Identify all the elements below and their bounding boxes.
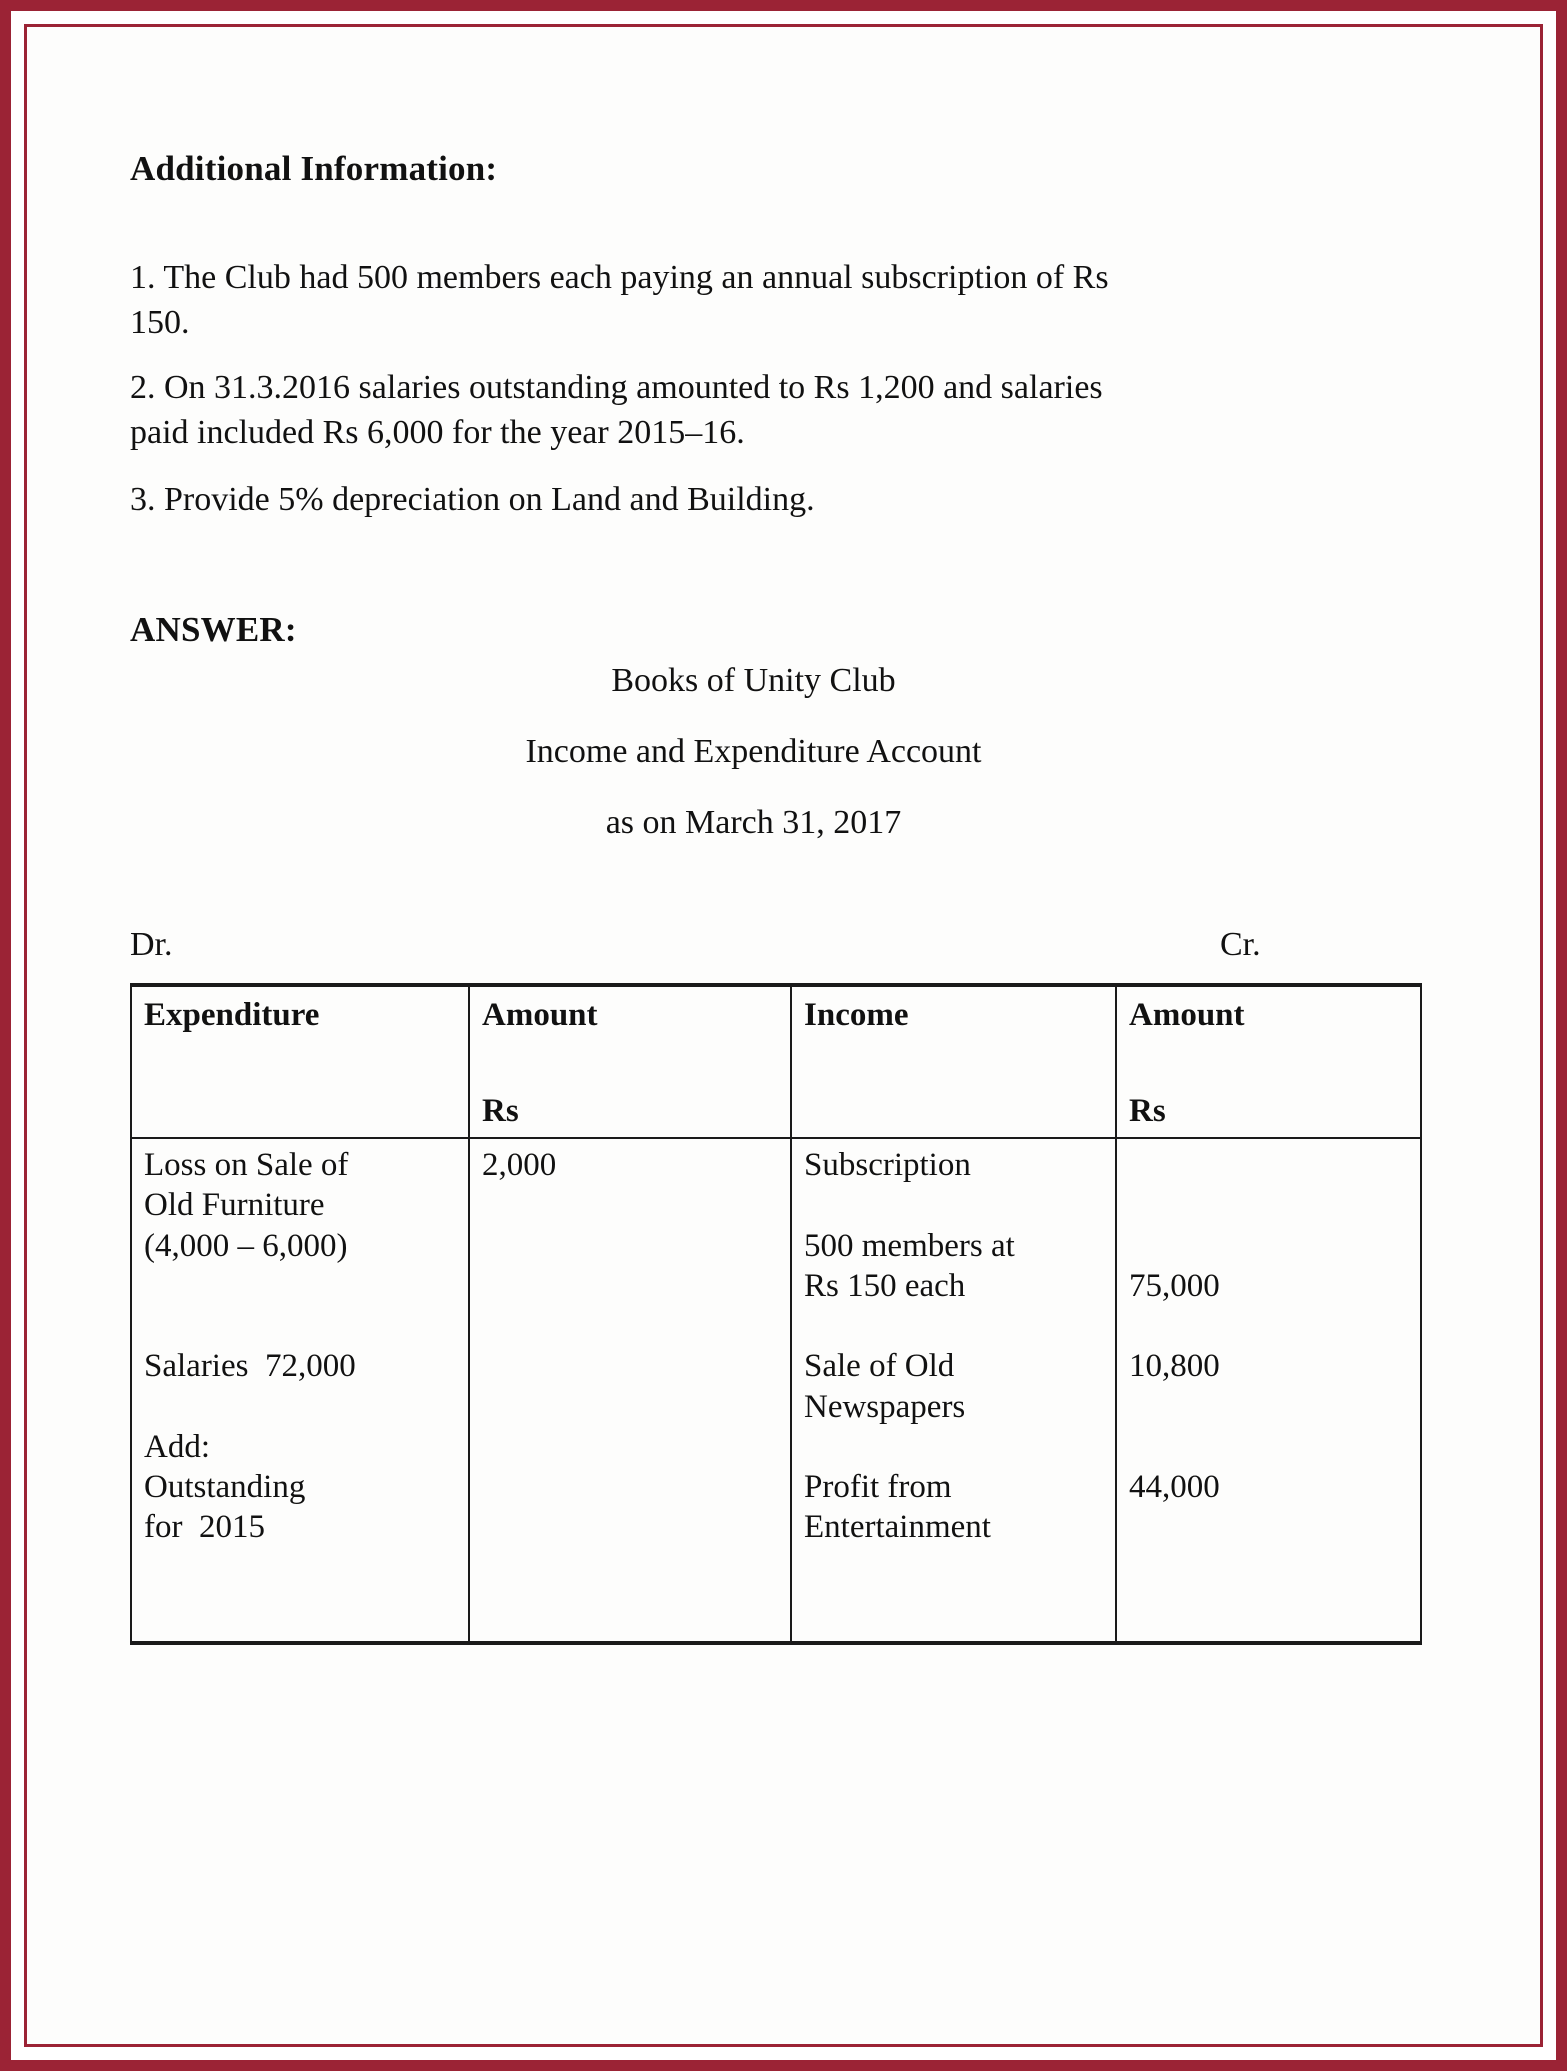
credit-side-label: Cr. [1220,925,1261,963]
header-income-label: Income [804,996,909,1033]
table-cell-line: Loss on Sale of [144,1147,349,1184]
table-cell-line [1129,1306,1410,1346]
statement-title-block [254,661,1314,841]
additional-info-item-1: 1. The Club had 500 members each paying an annual subscription of Rs 150. [130,258,1109,341]
statement-title-period: as on March 31, 2017 [605,803,902,841]
header-amount-label-right: Amount [1129,996,1245,1033]
header-expenditure-label: Expenditure [144,996,320,1033]
table-cell-line: Profit from [804,1469,952,1506]
table-cell-line: 2,000 [482,1147,557,1184]
table-cell-line: 75,000 [1129,1267,1220,1304]
header-cell-income-amount [1116,985,1421,1139]
table-cell-line: (4,000 – 6,000) [144,1227,348,1264]
debit-credit-label-row [130,925,1437,974]
table-body-row [131,1138,1421,1643]
table-cell-line: Add: [144,1428,210,1465]
table-cell-line [804,1185,1105,1225]
table-cell-line: Salaries 72,000 [144,1348,356,1385]
table-header-row [131,985,1421,1139]
table-cell-line [1129,1145,1410,1185]
income-expenditure-table [130,983,1422,1646]
table-cell-line [1129,1226,1410,1266]
cell-expenditure-amounts [469,1138,791,1643]
table-cell-line: 44,000 [1129,1469,1220,1506]
table-cell-line [804,1427,1105,1467]
header-cell-income [791,985,1116,1139]
table-cell-line: Outstanding [144,1469,306,1506]
table-cell-line: 500 members at [804,1227,1015,1264]
additional-information-heading: Additional Information: [130,149,498,188]
statement-title-books-of: Books of Unity Club [611,661,896,699]
table-cell-line [804,1306,1105,1346]
additional-info-item-3: 3. Provide 5% depreciation on Land and Building. [130,481,815,519]
table-cell-line [1129,1185,1410,1225]
table-cell-line: Subscription [804,1147,971,1184]
additional-info-item-2: 2. On 31.3.2016 salaries outstanding amounted to Rs 1,200 and salaries paid included Rs 6,000 for the year 2015–16. [130,368,1103,452]
debit-side-label: Dr. [130,925,173,963]
table-cell-line: Sale of Old [804,1348,955,1385]
header-amount-unit-left: Rs [482,1092,519,1129]
cell-expenditure-entries [131,1138,469,1643]
table-cell-line: Newspapers [804,1388,966,1425]
table-cell-line: Rs 150 each [804,1267,966,1304]
table-cell-line [1129,1427,1410,1467]
table-cell-line: Entertainment [804,1509,991,1546]
header-cell-expenditure [131,985,469,1139]
cell-income-entries [791,1138,1116,1643]
table-cell-line: Old Furniture [144,1187,325,1224]
table-cell-line [144,1306,458,1346]
table-cell-line [1129,1387,1410,1427]
table-cell-line: for 2015 [144,1509,265,1546]
header-cell-expenditure-amount [469,985,791,1139]
table-cell-line: 10,800 [1129,1348,1220,1385]
answer-heading: ANSWER: [130,609,297,649]
header-amount-label-left: Amount [482,996,598,1033]
table-cell-line [144,1266,458,1306]
cell-income-amounts [1116,1138,1421,1643]
table-cell-line [144,1387,458,1427]
header-amount-unit-right: Rs [1129,1092,1166,1129]
statement-title-account-name: Income and Expenditure Account [525,732,982,770]
table-cell-line [1129,1507,1410,1547]
